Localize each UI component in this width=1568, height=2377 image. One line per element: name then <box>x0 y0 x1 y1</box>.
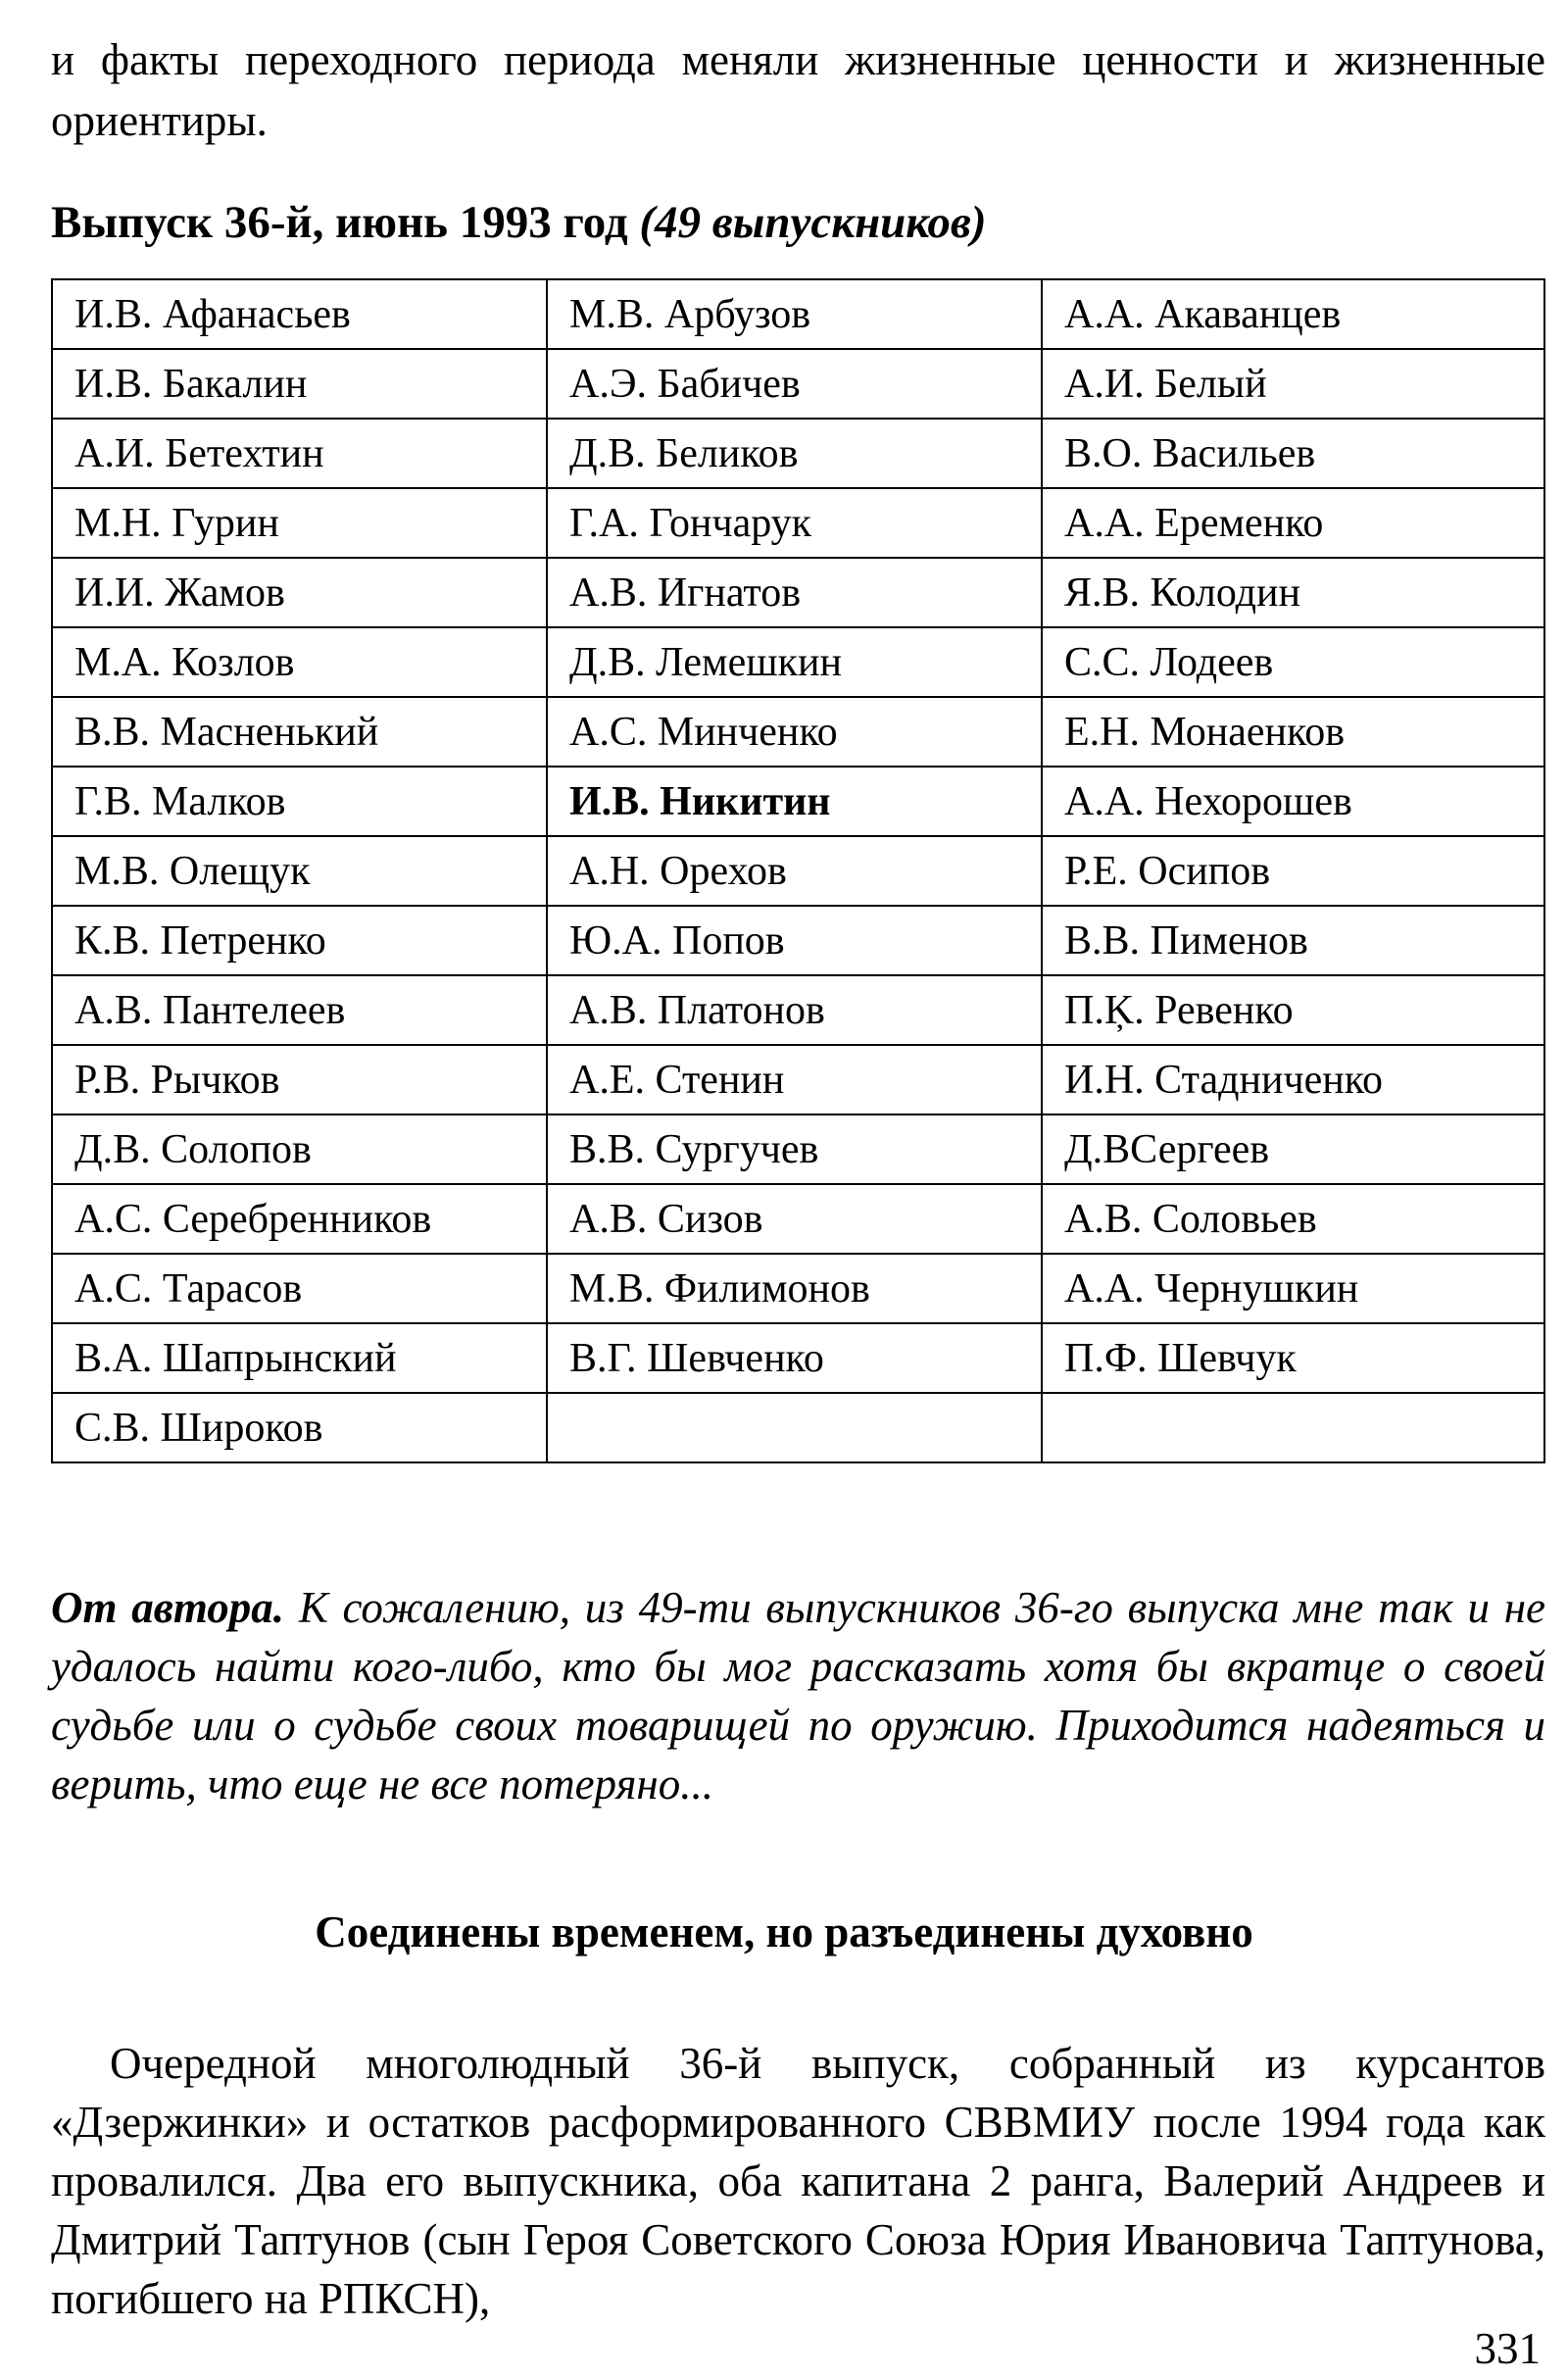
graduate-cell: И.И. Жамов <box>52 558 547 627</box>
graduate-cell: А.А. Акаванцев <box>1042 279 1544 349</box>
graduate-cell: П.Ф. Шевчук <box>1042 1323 1544 1393</box>
table-row <box>52 1254 1544 1323</box>
graduate-cell: А.А. Чернушкин <box>1042 1254 1544 1323</box>
graduate-cell <box>547 1393 1042 1462</box>
table-row <box>52 419 1544 488</box>
graduate-cell: В.В. Пименов <box>1042 906 1544 975</box>
graduate-cell: М.А. Козлов <box>52 627 547 697</box>
graduate-cell: А.В. Пантелеев <box>52 975 547 1045</box>
table-row <box>52 836 1544 906</box>
table-row <box>52 906 1544 975</box>
table-row <box>52 1184 1544 1254</box>
graduate-cell: А.В. Игнатов <box>547 558 1042 627</box>
table-row <box>52 558 1544 627</box>
graduate-cell: Д.В. Солопов <box>52 1114 547 1184</box>
table-row <box>52 1323 1544 1393</box>
graduate-cell: М.В. Олещук <box>52 836 547 906</box>
author-note <box>51 1578 1545 1813</box>
table-row <box>52 627 1544 697</box>
graduate-cell: М.В. Филимонов <box>547 1254 1042 1323</box>
graduate-cell: Я.В. Колодин <box>1042 558 1544 627</box>
graduate-cell: П.Ķ. Ревенко <box>1042 975 1544 1045</box>
table-row <box>52 349 1544 419</box>
graduate-cell: А.С. Тарасов <box>52 1254 547 1323</box>
graduate-cell: А.С. Минченко <box>547 697 1042 767</box>
graduate-cell: И.В. Никитин <box>547 767 1042 836</box>
graduate-cell: Е.Н. Монаенков <box>1042 697 1544 767</box>
graduate-cell: Ю.А. Попов <box>547 906 1042 975</box>
graduate-cell: А.А. Еременко <box>1042 488 1544 558</box>
graduate-cell: Д.В. Лемешкин <box>547 627 1042 697</box>
intro-paragraph: и факты переходного периода меняли жизненные ценности и жизненные ориентиры. <box>51 35 1545 145</box>
graduate-cell: А.Э. Бабичев <box>547 349 1042 419</box>
graduate-cell: Д.ВСергеев <box>1042 1114 1544 1184</box>
graduate-cell: М.В. Арбузов <box>547 279 1042 349</box>
graduate-cell: А.В. Соловьев <box>1042 1184 1544 1254</box>
graduate-cell: А.Е. Стенин <box>547 1045 1042 1114</box>
section-title: Соединены временем, но разъединены духовно <box>315 1907 1253 1956</box>
graduate-cell: А.В. Платонов <box>547 975 1042 1045</box>
graduate-cell: И.В. Афанасьев <box>52 279 547 349</box>
graduate-cell: А.И. Бетехтин <box>52 419 547 488</box>
body-paragraph: Очередной многолюдный 36-й выпуск, собранный из курсантов «Дзержинки» и остатков расформированного СВВМИУ после 1994 года как провалился. Два его выпускника, оба капитана 2 ранга, Валерий Андреев и Дмитрий Таптунов (сын Героя Советского Союза Юрия Ивановича Таптунова, погибшего на РПКСН), <box>51 2039 1545 2323</box>
graduate-cell: А.И. Белый <box>1042 349 1544 419</box>
table-title-main: Выпуск 36-й, июнь 1993 год <box>51 197 628 248</box>
graduate-cell: С.В. Широков <box>52 1393 547 1462</box>
table-row <box>52 767 1544 836</box>
graduate-cell: В.О. Васильев <box>1042 419 1544 488</box>
table-row <box>52 488 1544 558</box>
graduate-cell: А.В. Сизов <box>547 1184 1042 1254</box>
graduate-cell: Д.В. Беликов <box>547 419 1042 488</box>
graduate-cell: Г.А. Гончарук <box>547 488 1042 558</box>
table-row <box>52 975 1544 1045</box>
graduate-cell: К.В. Петренко <box>52 906 547 975</box>
graduate-cell: Р.Е. Осипов <box>1042 836 1544 906</box>
graduate-cell: А.А. Нехорошев <box>1042 767 1544 836</box>
table-row <box>52 1393 1544 1462</box>
table-row <box>52 697 1544 767</box>
graduate-cell: В.Г. Шевченко <box>547 1323 1042 1393</box>
graduate-cell: М.Н. Гурин <box>52 488 547 558</box>
graduates-table <box>51 278 1545 1463</box>
graduate-cell: А.Н. Орехов <box>547 836 1042 906</box>
table-title-note: (49 выпускников) <box>639 197 987 248</box>
author-note-text: К сожалению, из 49-ти выпускников 36-го выпуска мне так и не удалось найти кого-либо, кто бы мог рассказать хотя бы вкратце о своей судьбе или о судьбе своих товарищей по оружию. Приходится надеяться и верить, что еще не все потеряно... <box>51 1583 1546 1808</box>
author-note-label: От автора. <box>51 1583 285 1632</box>
graduate-cell: С.С. Лодеев <box>1042 627 1544 697</box>
graduate-cell: Р.В. Рычков <box>52 1045 547 1114</box>
table-row <box>52 1045 1544 1114</box>
graduate-cell: А.С. Серебренников <box>52 1184 547 1254</box>
graduate-cell: Г.В. Малков <box>52 767 547 836</box>
table-row <box>52 1114 1544 1184</box>
table-title <box>51 196 986 249</box>
page-number: 331 <box>1474 2324 1541 2373</box>
table-row <box>52 279 1544 349</box>
graduate-cell: В.А. Шапрынский <box>52 1323 547 1393</box>
graduate-cell: И.В. Бакалин <box>52 349 547 419</box>
graduate-cell: В.В. Сургучев <box>547 1114 1042 1184</box>
graduate-cell: И.Н. Стадниченко <box>1042 1045 1544 1114</box>
graduate-cell: В.В. Масненький <box>52 697 547 767</box>
graduate-cell <box>1042 1393 1544 1462</box>
